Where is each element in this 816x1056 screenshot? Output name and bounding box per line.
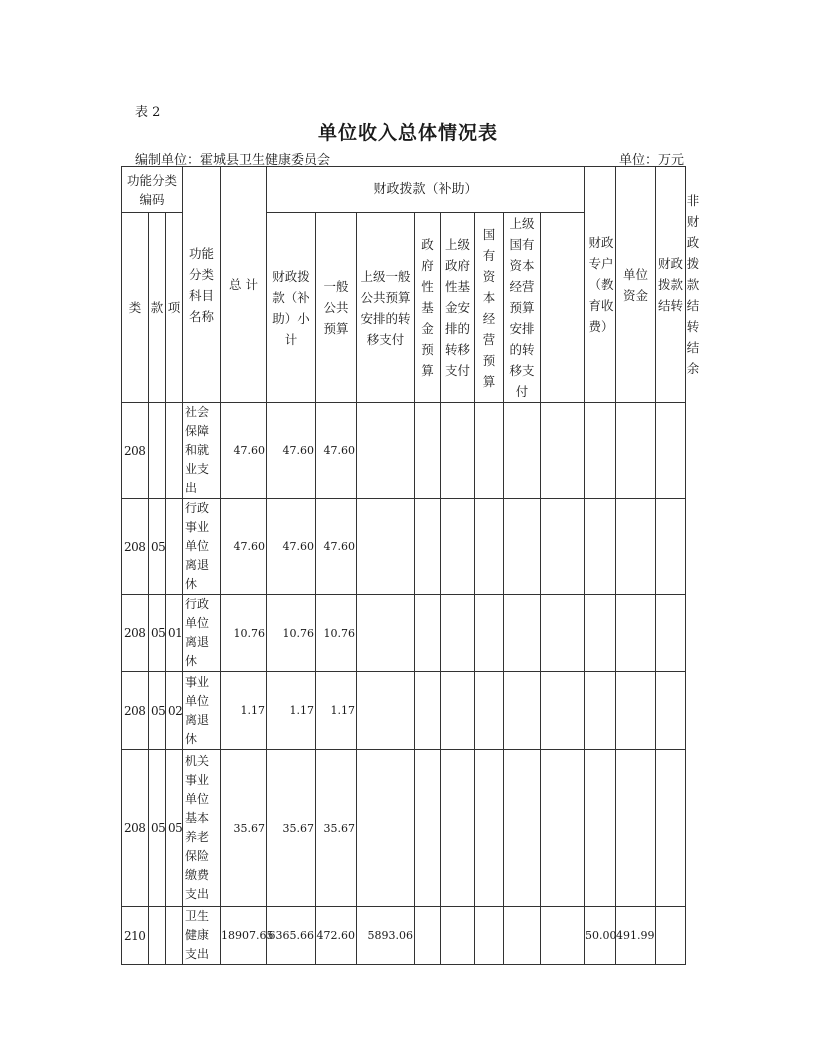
gov-fund-header: 政府性基金预算 xyxy=(415,213,441,403)
row-unit-funds xyxy=(585,595,616,672)
row-upper-gov-fund xyxy=(441,672,475,750)
row-fiscal-special xyxy=(541,499,585,595)
row-kuan xyxy=(149,403,166,499)
row-kuan: 05 xyxy=(149,499,166,595)
fiscal-group-header: 财政拨款（补助） xyxy=(267,167,585,213)
row-general-budget: 1.17 xyxy=(316,672,357,750)
row-nonfiscal-carryover xyxy=(656,750,686,907)
row-gov-fund xyxy=(415,750,441,907)
general-budget-header: 一般公共预算 xyxy=(316,213,357,403)
row-func-name-text: 社会保障和就业支出 xyxy=(185,405,210,495)
row-upper-state-capital xyxy=(504,907,541,965)
row-unit-funds xyxy=(585,750,616,907)
row-xiang: 01 xyxy=(166,595,183,672)
xiang-header: 项 xyxy=(166,213,183,403)
row-upper-state-capital xyxy=(504,403,541,499)
row-func-name-text: 机关事业单位基本养老保险缴费支出 xyxy=(185,754,210,901)
row-general-budget: 35.67 xyxy=(316,750,357,907)
row-total: 18907.65 xyxy=(221,907,267,965)
compiling-unit: 编制单位：霍城县卫生健康委员会 xyxy=(135,153,331,168)
currency-unit: 单位：万元 xyxy=(618,153,684,168)
row-unit-funds xyxy=(585,403,616,499)
row-upper-gov-fund xyxy=(441,499,475,595)
row-xiang xyxy=(166,907,183,965)
table-row xyxy=(122,672,686,750)
row-fiscal-subtotal: 1.17 xyxy=(267,672,316,750)
row-upper-general xyxy=(357,750,415,907)
total-header: 总 计 xyxy=(221,167,267,403)
func-name-header: 功能分类科目名称 xyxy=(183,167,221,403)
row-func-name-text: 行政事业单位离退休 xyxy=(185,501,210,591)
row-unit-funds xyxy=(585,499,616,595)
state-capital-header: 国有资本经营预算 xyxy=(475,213,504,403)
row-kuan: 05 xyxy=(149,672,166,750)
row-fiscal-carryover xyxy=(616,499,656,595)
row-upper-state-capital xyxy=(504,750,541,907)
row-fiscal-special xyxy=(541,672,585,750)
row-gov-fund xyxy=(415,907,441,965)
table-row xyxy=(122,595,686,672)
row-nonfiscal-carryover xyxy=(656,403,686,499)
row-nonfiscal-carryover xyxy=(656,672,686,750)
upper-general-header: 上级一般公共预算安排的转移支付 xyxy=(357,213,415,403)
unit-funds-header: 单位资金 xyxy=(616,167,656,403)
row-gov-fund xyxy=(415,499,441,595)
row-fiscal-carryover xyxy=(616,750,656,907)
row-gov-fund xyxy=(415,672,441,750)
row-lei: 208 xyxy=(122,403,149,499)
row-lei: 210 xyxy=(122,907,149,965)
row-fiscal-subtotal: 10.76 xyxy=(267,595,316,672)
row-fiscal-special xyxy=(541,750,585,907)
row-unit-funds xyxy=(585,672,616,750)
row-upper-general: 5893.06 xyxy=(357,907,415,965)
row-fiscal-special xyxy=(541,595,585,672)
row-fiscal-subtotal: 35.67 xyxy=(267,750,316,907)
row-func-name xyxy=(183,499,221,595)
row-func-name-text: 卫生健康支出 xyxy=(185,909,210,961)
fiscal-subtotal-header: 财政拨款（补助）小计 xyxy=(267,213,316,403)
row-fiscal-special xyxy=(541,403,585,499)
row-upper-gov-fund xyxy=(441,403,475,499)
row-gov-fund xyxy=(415,595,441,672)
row-xiang: 02 xyxy=(166,672,183,750)
row-upper-gov-fund xyxy=(441,750,475,907)
row-func-name-text: 事业单位离退休 xyxy=(185,674,210,746)
row-upper-gov-fund xyxy=(441,595,475,672)
row-func-name-text: 行政单位离退休 xyxy=(185,597,210,668)
row-general-budget: 47.60 xyxy=(316,403,357,499)
row-general-budget: 472.60 xyxy=(316,907,357,965)
row-kuan: 05 xyxy=(149,595,166,672)
row-kuan: 05 xyxy=(149,750,166,907)
row-fiscal-carryover: 491.99 xyxy=(616,907,656,965)
table-number: 表 2 xyxy=(135,105,161,120)
row-total: 10.76 xyxy=(221,595,267,672)
row-kuan xyxy=(149,907,166,965)
row-lei: 208 xyxy=(122,672,149,750)
fiscal-special-header: 财政专户（教育收费） xyxy=(585,167,616,403)
row-state-capital xyxy=(475,499,504,595)
row-lei: 208 xyxy=(122,750,149,907)
func-code-header: 功能分类编码 xyxy=(122,167,183,213)
row-fiscal-special xyxy=(541,907,585,965)
row-func-name xyxy=(183,595,221,672)
row-fiscal-carryover xyxy=(616,403,656,499)
row-gov-fund xyxy=(415,403,441,499)
row-func-name xyxy=(183,672,221,750)
row-total: 47.60 xyxy=(221,499,267,595)
row-upper-state-capital xyxy=(504,499,541,595)
upper-gov-fund-header: 上级政府性基金安排的转移支付 xyxy=(441,213,475,403)
row-fiscal-carryover xyxy=(616,595,656,672)
row-func-name xyxy=(183,907,221,965)
row-upper-general xyxy=(357,403,415,499)
row-upper-gov-fund xyxy=(441,907,475,965)
income-table: 功能分类编码 功能分类科目名称 总 计 财政拨款（补助） 财政专户（教育收费） 单位资金 财政拨款结转 非财政拨款结转结余 类 款 项 财政拨款（补助）小计 一般公共预算 上级一般公共预算安排的转移支付 政府性基金预算 上级政府性基金安排的转移支付 国有资本经营预算 上级国有资本经营预算安排的转移支付 208 社会保障和就业支出 47.60 47.60 47.60 208 05 行政事业单位离退休 47.60 47.60 47.60 208 05 01 行政单位离退休 10.76 10.76 10.76 208 05 02 事业单位离退休 1.17 1.17 1.17 208 05 05 机关事业单位基本养老保险缴费支出 35.67 35.67 35.67 210 卫生健康支出 18907.65 6365.66 472.60 5893.06 50.00 491.99 xyxy=(121,166,686,965)
row-upper-general xyxy=(357,499,415,595)
page-title: 单位收入总体情况表 xyxy=(317,122,498,144)
row-fiscal-subtotal: 6365.66 xyxy=(267,907,316,965)
row-state-capital xyxy=(475,595,504,672)
table-row xyxy=(122,907,686,965)
row-state-capital xyxy=(475,907,504,965)
row-nonfiscal-carryover xyxy=(656,907,686,965)
row-lei: 208 xyxy=(122,595,149,672)
row-fiscal-subtotal: 47.60 xyxy=(267,499,316,595)
row-xiang xyxy=(166,403,183,499)
row-nonfiscal-carryover xyxy=(656,595,686,672)
upper-state-capital-header: 上级国有资本经营预算安排的转移支付 xyxy=(504,213,541,403)
row-xiang: 05 xyxy=(166,750,183,907)
row-total: 1.17 xyxy=(221,672,267,750)
row-general-budget: 47.60 xyxy=(316,499,357,595)
row-total: 35.67 xyxy=(221,750,267,907)
lei-header: 类 xyxy=(122,213,149,403)
row-fiscal-carryover xyxy=(616,672,656,750)
row-upper-state-capital xyxy=(504,595,541,672)
row-fiscal-subtotal: 47.60 xyxy=(267,403,316,499)
table-row xyxy=(122,403,686,499)
row-total: 47.60 xyxy=(221,403,267,499)
row-state-capital xyxy=(475,672,504,750)
row-nonfiscal-carryover xyxy=(656,499,686,595)
row-general-budget: 10.76 xyxy=(316,595,357,672)
row-upper-state-capital xyxy=(504,672,541,750)
row-unit-funds: 50.00 xyxy=(585,907,616,965)
row-lei: 208 xyxy=(122,499,149,595)
row-xiang xyxy=(166,499,183,595)
fiscal-carryover-header: 财政拨款结转 xyxy=(656,167,686,403)
table-row xyxy=(122,750,686,907)
row-func-name xyxy=(183,750,221,907)
row-state-capital xyxy=(475,750,504,907)
row-state-capital xyxy=(475,403,504,499)
row-func-name xyxy=(183,403,221,499)
row-upper-general xyxy=(357,672,415,750)
kuan-header: 款 xyxy=(149,213,166,403)
row-upper-general xyxy=(357,595,415,672)
table-row xyxy=(122,499,686,595)
